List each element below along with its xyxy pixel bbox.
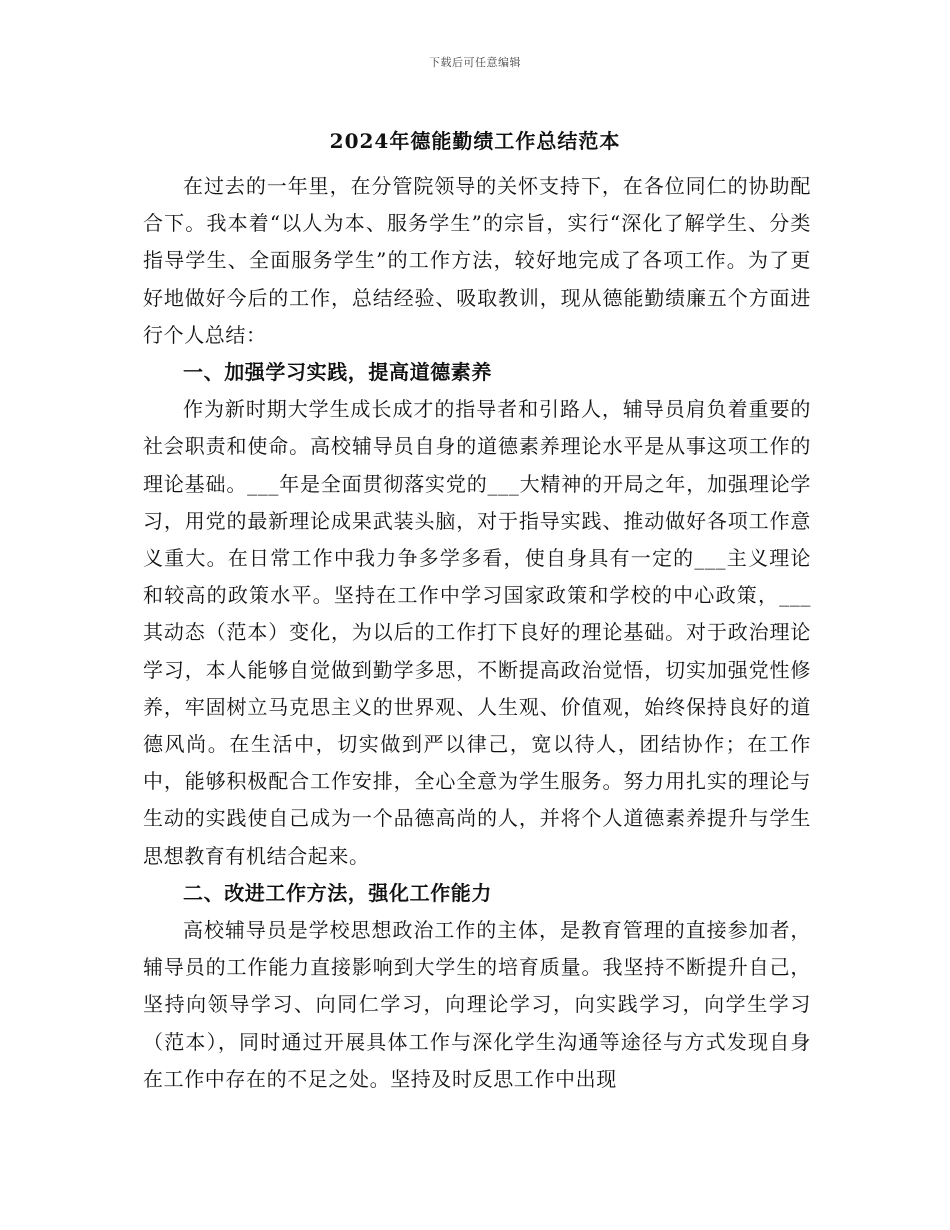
- document-title: 2024年德能勤绩工作总结范本: [329, 129, 621, 153]
- section-paragraph-2: 高校辅导员是学校思想政治工作的主体，是教育管理的直接参加者，辅导员的工作能力直接影响到大学生的培育质量。我坚持不断提升自己，坚持向领导学习、向同仁学习，向理论学习，向实践学习，向学生学习（范本），同时通过开展具体工作与深化学生沟通等途径与方式发现自身在工作中存在的不足之处。坚持及时反思工作中出现: [143, 918, 811, 1091]
- document-body: [143, 168, 811, 1098]
- header-note: 下载后可任意编辑: [429, 56, 521, 69]
- section-paragraph-1: 作为新时期大学生成长成才的指导者和引路人，辅导员肩负着重要的社会职责和使命。高校辅导员自身的道德素养理论水平是从事这项工作的理论基础。___年是全面贯彻落实党的___大精神的开局之年，加强理论学习，用党的最新理论成果武装头脑，对于指导实践、推动做好各项工作意义重大。在日常工作中我力争多学多看，使自身具有一定的___主义理论和较高的政策水平。坚持在工作中学习国家政策和学校的中心政策，___其动态（范本）变化，为以后的工作打下良好的理论基础。对于政治理论学习，本人能够自觉做到勤学多思，不断提高政治觉悟，切实加强党性修养，牢固树立马克思主义的世界观、人生观、价值观，始终保持良好的道德风尚。在生活中，切实做到严以律己，宽以待人，团结协作；在工作中，能够积极配合工作安排，全心全意为学生服务。努力用扎实的理论与生动的实践使自己成为一个品德高尚的人，并将个人道德素养提升与学生思想教育有机结合起来。: [143, 397, 811, 868]
- section-heading-2: 二、改进工作方法，强化工作能力: [183, 880, 492, 905]
- section-heading-1: 一、加强学习实践，提高道德素养: [183, 360, 492, 385]
- intro-paragraph: 在过去的一年里，在分管院领导的关怀支持下，在各位同仁的协助配合下。我本着“以人为本、服务学生”的宗旨，实行“深化了解学生、分类指导学生、全面服务学生”的工作方法，较好地完成了各项工作。为了更好地做好今后的工作，总结经验、吸取教训，现从德能勤绩廉五个方面进行个人总结：: [143, 174, 811, 347]
